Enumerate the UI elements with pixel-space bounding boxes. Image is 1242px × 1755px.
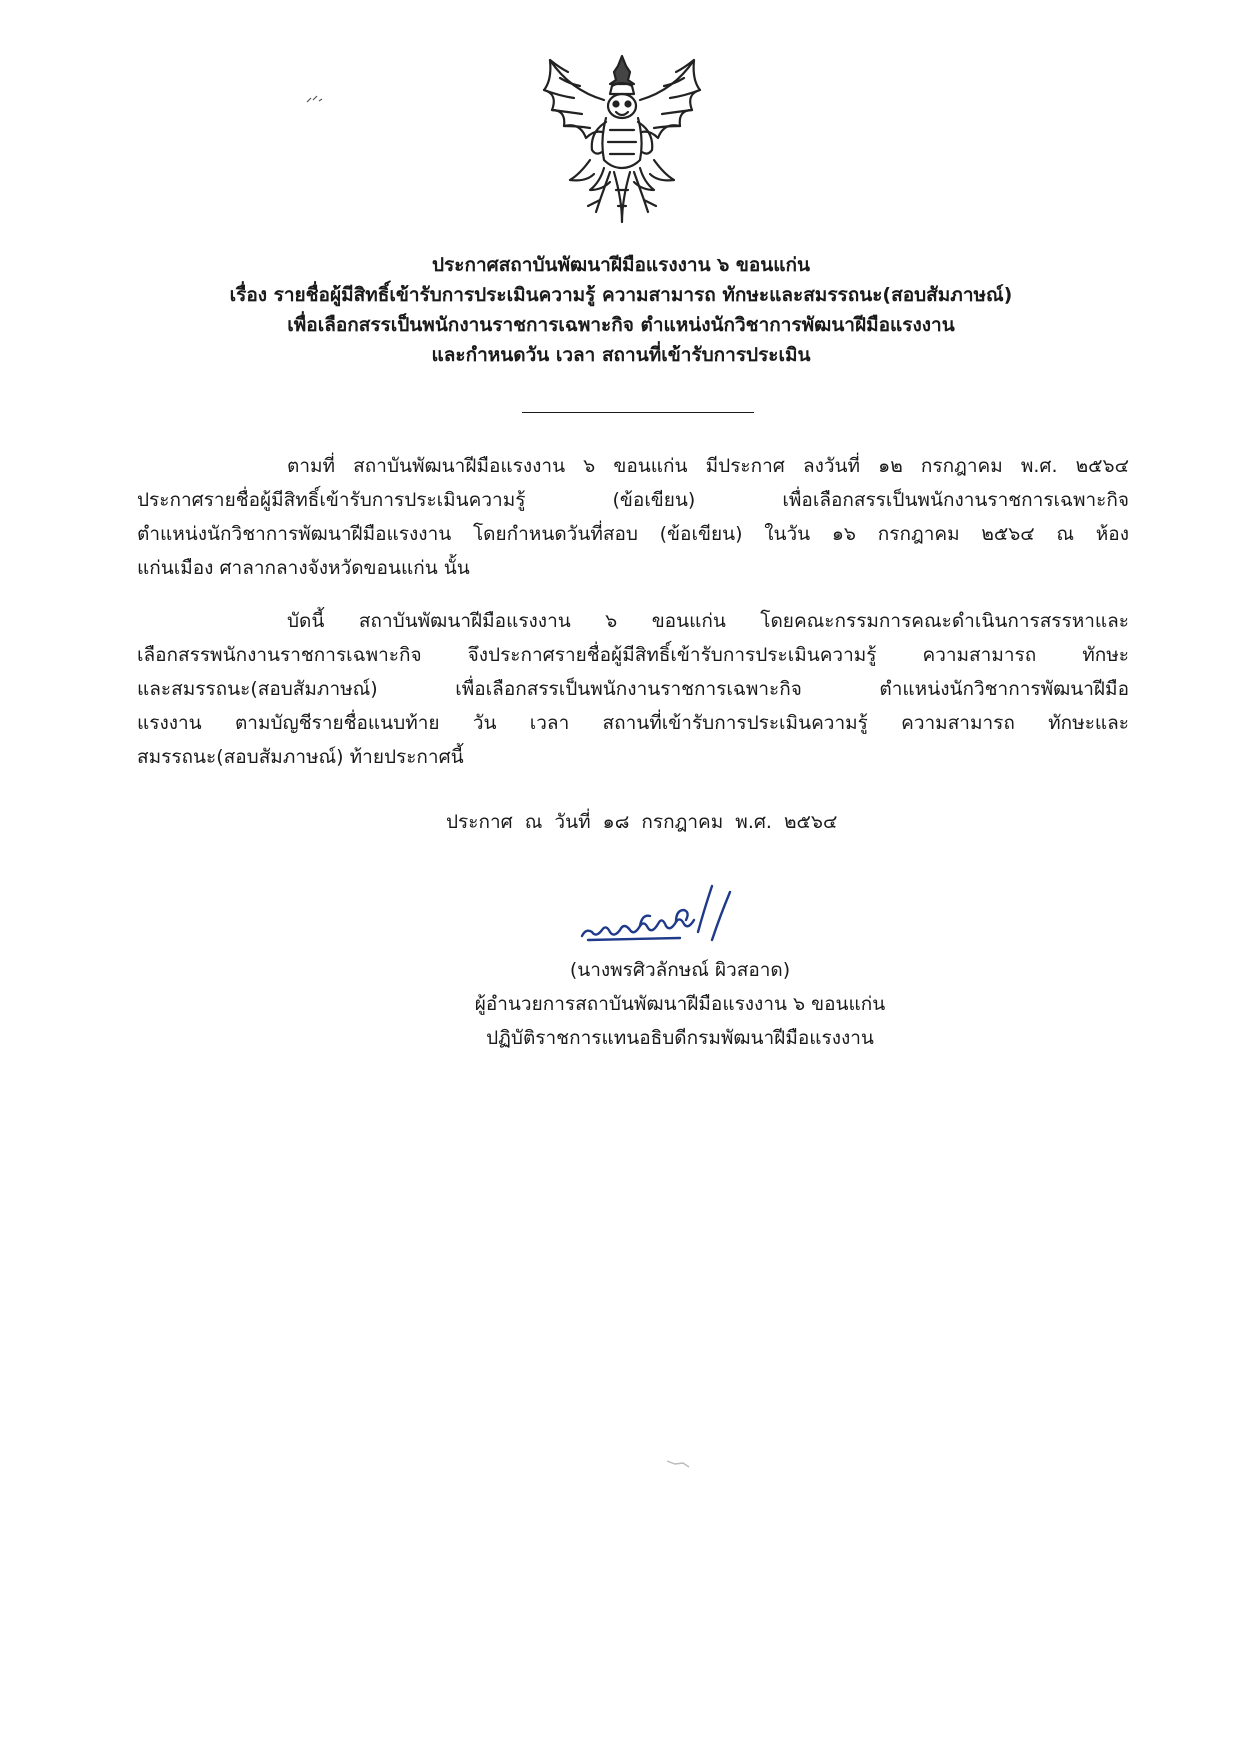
garuda-emblem-icon bbox=[530, 50, 715, 228]
paragraph-line: ประกาศรายชื่อผู้มีสิทธิ์เข้ารับการประเมินความรู้ (ข้อเขียน) เพื่อเลือกสรรเป็นพนักงานราชการเฉพาะกิจ bbox=[137, 489, 1129, 511]
paragraph-line: สมรรถนะ(สอบสัมภาษณ์) ท้ายประกาศนี้ bbox=[137, 746, 464, 768]
announcement-subject-line2: เพื่อเลือกสรรเป็นพนักงานราชการเฉพาะกิจ ตำแหน่งนักวิชาการพัฒนาฝีมือแรงงาน bbox=[287, 314, 955, 336]
paragraph-line: บัดนี้ สถาบันพัฒนาฝีมือแรงงาน ๖ ขอนแก่น โดยคณะกรรมการคณะดำเนินการสรรหาและ bbox=[287, 610, 1129, 632]
announcement-subject: เรื่อง รายชื่อผู้มีสิทธิ์เข้ารับการประเมินความรู้ ความสามารถ ทักษะและสมรรถนะ(สอบสัมภาษณ์) bbox=[229, 284, 1013, 306]
body-paragraph-2 bbox=[137, 604, 1129, 774]
scan-speck-icon bbox=[665, 1455, 691, 1473]
signer-block bbox=[380, 953, 980, 1055]
paragraph-line: แก่นเมือง ศาลากลางจังหวัดขอนแก่น นั้น bbox=[137, 557, 470, 579]
paragraph-line: ตำแหน่งนักวิชาการพัฒนาฝีมือแรงงาน โดยกำหนดวันที่สอบ (ข้อเขียน) ในวัน ๑๖ กรกฎาคม ๒๕๖๔ ณ ห้อง bbox=[137, 523, 1129, 545]
handwritten-signature-icon bbox=[580, 880, 760, 960]
signer-position: ผู้อำนวยการสถาบันพัฒนาฝีมือแรงงาน ๖ ขอนแก่น bbox=[474, 993, 886, 1015]
header-divider bbox=[522, 412, 754, 413]
announcement-subject-line3: และกำหนดวัน เวลา สถานที่เข้ารับการประเมิน bbox=[431, 344, 811, 366]
announcement-date: ประกาศ ณ วันที่ ๑๘ กรกฎาคม พ.ศ. ๒๕๖๔ bbox=[446, 811, 838, 833]
scan-speck-icon bbox=[305, 92, 325, 106]
paragraph-line: เลือกสรรพนักงานราชการเฉพาะกิจ จึงประกาศรายชื่อผู้มีสิทธิ์เข้ารับการประเมินความรู้ ความสามารถ ทักษะ bbox=[137, 644, 1129, 666]
announcement-title: ประกาศสถาบันพัฒนาฝีมือแรงงาน ๖ ขอนแก่น bbox=[431, 254, 810, 276]
signer-acting-position: ปฏิบัติราชการแทนอธิบดีกรมพัฒนาฝีมือแรงงาน bbox=[486, 1027, 874, 1049]
paragraph-line: ตามที่ สถาบันพัฒนาฝีมือแรงงาน ๖ ขอนแก่น มีประกาศ ลงวันที่ ๑๒ กรกฎาคม พ.ศ. ๒๕๖๔ bbox=[287, 455, 1129, 477]
paragraph-line: และสมรรถนะ(สอบสัมภาษณ์) เพื่อเลือกสรรเป็นพนักงานราชการเฉพาะกิจ ตำแหน่งนักวิชาการพัฒนาฝีมือ bbox=[137, 678, 1129, 700]
announcement-header bbox=[100, 250, 1142, 370]
signer-name: (นางพรศิวลักษณ์ ผิวสอาด) bbox=[569, 959, 791, 981]
body-paragraph-1 bbox=[137, 449, 1129, 585]
paragraph-line: แรงงาน ตามบัญชีรายชื่อแนบท้าย วัน เวลา สถานที่เข้ารับการประเมินความรู้ ความสามารถ ทักษะและ bbox=[137, 712, 1129, 734]
